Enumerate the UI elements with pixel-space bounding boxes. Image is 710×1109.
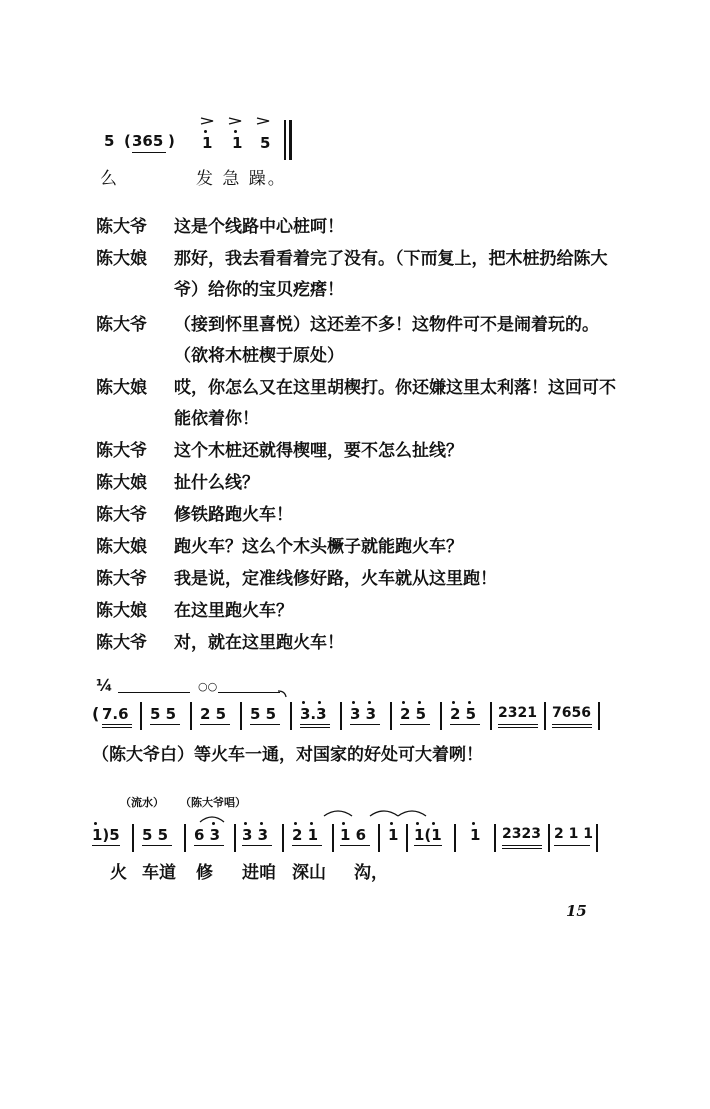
note: 1 <box>202 134 213 152</box>
note: 3 3 <box>242 826 269 844</box>
dialogue-line <box>96 373 616 435</box>
lyric: （陈大爷白）等火车一通，对国家的好处可大着咧！ <box>92 745 483 765</box>
score-line-2 <box>92 674 612 774</box>
note: 365 <box>132 132 164 150</box>
dialogue-line <box>96 500 616 531</box>
note: 5 5 <box>142 826 169 844</box>
note: 1)5 <box>92 826 120 844</box>
note: 2 5 <box>200 705 227 723</box>
lyric: 修 <box>196 863 213 883</box>
note: 1(1 <box>414 826 442 844</box>
lyric: 深山 <box>292 863 326 883</box>
note: 1 <box>470 826 481 844</box>
note: 3.3 <box>300 705 327 723</box>
note: 5 5 <box>150 705 177 723</box>
tempo-mark: （流水） <box>120 796 164 809</box>
lyric: 么 <box>100 169 117 189</box>
fermata: ○○ <box>198 680 218 693</box>
note: 7.6 <box>102 705 129 723</box>
note: 7656 <box>552 705 591 721</box>
note: 1 <box>232 134 243 152</box>
note: ( <box>92 704 100 723</box>
dialogue-text: 这是个线路中心桩呵！ <box>174 217 344 237</box>
dialogue-text: 哎，你怎么又在这里胡楔打。你还嫌这里太利落！这回可不能依着你！ <box>174 378 616 429</box>
singer-mark: （陈大爷唱） <box>180 796 246 809</box>
note: 5 <box>104 132 115 150</box>
dialogue-line <box>96 628 616 659</box>
lyric: 发 急 躁。 <box>196 169 287 189</box>
speaker: 陈大爷 <box>96 505 147 525</box>
note: 2 1 1 <box>554 826 593 842</box>
speaker: 陈大娘 <box>96 249 147 269</box>
dialogue-line <box>96 212 616 243</box>
speaker: 陈大爷 <box>96 217 147 237</box>
dialogue-text: 我是说，定准线修好路，火车就从这里跑！ <box>174 569 497 589</box>
speaker: 陈大爷 <box>96 633 147 653</box>
note: 6 3 <box>194 826 221 844</box>
dialogue-text: 对，就在这里跑火车！ <box>174 633 344 653</box>
dialogue-line <box>96 564 616 595</box>
speaker: 陈大爷 <box>96 569 147 589</box>
note: 5 <box>260 134 271 152</box>
note: 2321 <box>498 705 537 721</box>
dialogue-line <box>96 468 616 499</box>
score-line-3 <box>92 794 612 894</box>
speaker: 陈大爷 <box>96 315 147 335</box>
dialogue-text: 那好，我去看看着完了没有。（下而复上，把木桩扔给陈大爷）给你的宝贝疙瘩！ <box>174 249 608 300</box>
speaker: 陈大娘 <box>96 537 147 557</box>
note: 2 5 <box>450 705 477 723</box>
accent-marks <box>199 116 279 128</box>
dialogue-line <box>96 596 616 627</box>
note: 1 6 <box>340 826 367 844</box>
dialogue-text: 这个木桩还就得楔哩，要不怎么扯线？ <box>174 441 463 461</box>
note: 2 5 <box>400 705 427 723</box>
note: 2 1 <box>292 826 319 844</box>
speaker: 陈大娘 <box>96 378 147 398</box>
dialogue-line <box>96 532 616 563</box>
lyric: 进咱 <box>242 863 276 883</box>
note: 3 3 <box>350 705 377 723</box>
speaker: 陈大爷 <box>96 441 147 461</box>
score-line-1 <box>100 110 320 190</box>
dialogue-text: 跑火车？这么个木头橛子就能跑火车？ <box>174 537 463 557</box>
dialogue-text: 扯什么线？ <box>174 473 259 493</box>
note: 2323 <box>502 826 541 842</box>
lyric: 火 <box>110 863 127 883</box>
note: 5 5 <box>250 705 277 723</box>
speaker: 陈大娘 <box>96 601 147 621</box>
lyric: 沟， <box>354 863 388 883</box>
dialogue-line <box>96 436 616 467</box>
dialogue-text: （接到怀里喜悦）这还差不多！这物件可不是闹着玩的。（欲将木桩楔于原处） <box>174 315 599 366</box>
slurs <box>92 802 612 826</box>
dialogue-line <box>96 244 616 306</box>
note: ) <box>168 132 175 150</box>
dialogue-text: 在这里跑火车？ <box>174 601 293 621</box>
time-signature: ¼ <box>96 676 113 695</box>
dialogue-text: 修铁路跑火车！ <box>174 505 293 525</box>
page-number: 15 <box>566 902 587 920</box>
dialogue-line <box>96 310 616 372</box>
lyric: 车道 <box>142 863 176 883</box>
note: 1 <box>388 826 399 844</box>
note: ( <box>124 132 131 150</box>
speaker: 陈大娘 <box>96 473 147 493</box>
